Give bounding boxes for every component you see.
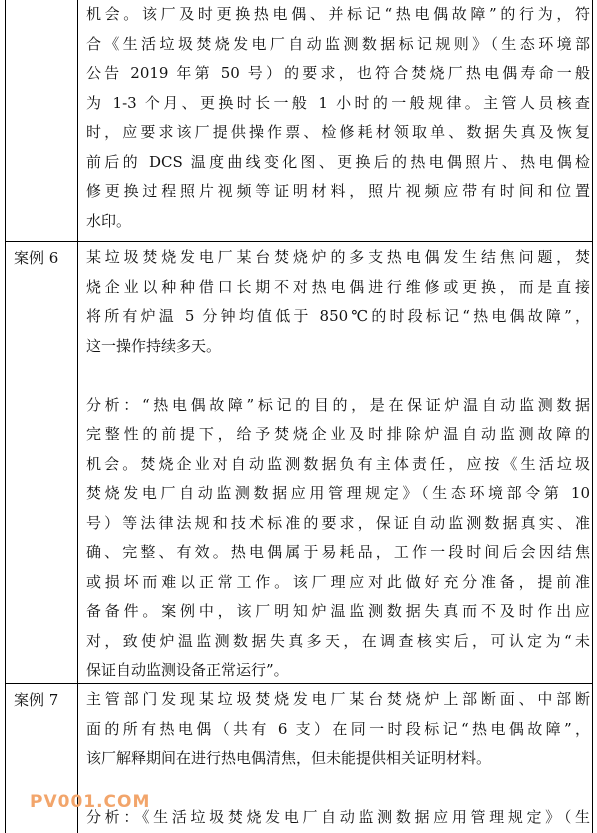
text-line: 前后的 DCS 温度曲线变化图、更换后的热电偶照片、热电偶检	[86, 152, 590, 171]
text-line: 确、完整、有效。热电偶属于易耗品，工作一段时间后会因结焦	[86, 543, 590, 561]
case-6-content	[86, 243, 590, 686]
text-line: 主管部门发现某垃圾焚烧发电厂某台焚烧炉上部断面、中部断	[86, 690, 590, 708]
blank-line	[86, 361, 590, 391]
blank-line	[86, 774, 590, 804]
text-line: 该厂解释期间在进行热电偶清焦，但未能提供相关证明材料。	[86, 749, 492, 767]
text-line: 烧企业以种种借口长期不对热电偶进行维修或更换，而是直接	[86, 277, 590, 296]
text-line: 完整性的前提下，给予焚烧企业及时排除炉温自动监测故障的	[86, 425, 590, 443]
case-7-content	[86, 685, 590, 833]
row-0-content	[86, 0, 590, 236]
text-line: 合《生活垃圾焚烧发电厂自动监测数据标记规则》（生态环境部	[86, 34, 590, 53]
text-line: 分析：“热电偶故障”标记的目的，是在保证炉温自动监测数据	[86, 395, 590, 414]
text-line: 公告 2019 年第 50 号）的要求，也符合焚烧厂热电偶寿命一般	[86, 64, 590, 82]
case-6-label: 案例 6	[14, 249, 59, 267]
text-line: 或损坏而难以正常工作。该厂理应对此做好充分准备，提前准	[86, 572, 590, 591]
column-divider	[77, 0, 78, 833]
case-table	[5, 0, 593, 833]
text-line: 某垃圾焚烧发电厂某台焚烧炉的多支热电偶发生结焦问题，焚	[86, 248, 590, 266]
text-line: 对，致使炉温监测数据失真多天，在调查核实后，可认定为“未	[86, 631, 590, 650]
text-line: 时，应要求该厂提供操作票、检修耗材领取单、数据失真及恢复	[86, 123, 590, 141]
text-line: 这一操作持续多天。	[86, 336, 222, 355]
text-line: 为 1-3 个月、更换时长一般 1 小时的一般规律。主管人员核查	[86, 93, 590, 112]
row-divider	[6, 241, 592, 242]
text-line: 机会。该厂及时更换热电偶、并标记“热电偶故障”的行为，符	[86, 5, 590, 23]
text-line: 分析：《生活垃圾焚烧发电厂自动监测数据应用管理规定》（生	[86, 808, 590, 826]
text-line: 备备件。案例中，该厂明知炉温监测数据失真而不及时作出应	[86, 602, 590, 620]
text-line: 将所有炉温 5 分钟均值低于 850℃的时段标记“热电偶故障”，	[86, 307, 590, 325]
text-line: 焚烧发电厂自动监测数据应用管理规定》（生态环境部令第 10	[86, 484, 590, 502]
text-line: 机会。焚烧企业对自动监测数据负有主体责任，应按《生活垃圾	[86, 454, 590, 473]
text-line: 面的所有热电偶（共有 6 支）在同一时段标记“热电偶故障”，	[86, 719, 590, 738]
text-line: 保证自动监测设备正常运行”。	[86, 661, 289, 679]
text-line: 号）等法律法规和技术标准的要求，保证自动监测数据真实、准	[86, 513, 590, 532]
text-line: 修更换过程照片视频等证明材料，照片视频应带有时间和位置	[86, 182, 590, 200]
site-watermark: PV001.COM	[30, 792, 151, 812]
text-line: 水印。	[86, 211, 132, 230]
case-7-label: 案例 7	[14, 691, 59, 709]
